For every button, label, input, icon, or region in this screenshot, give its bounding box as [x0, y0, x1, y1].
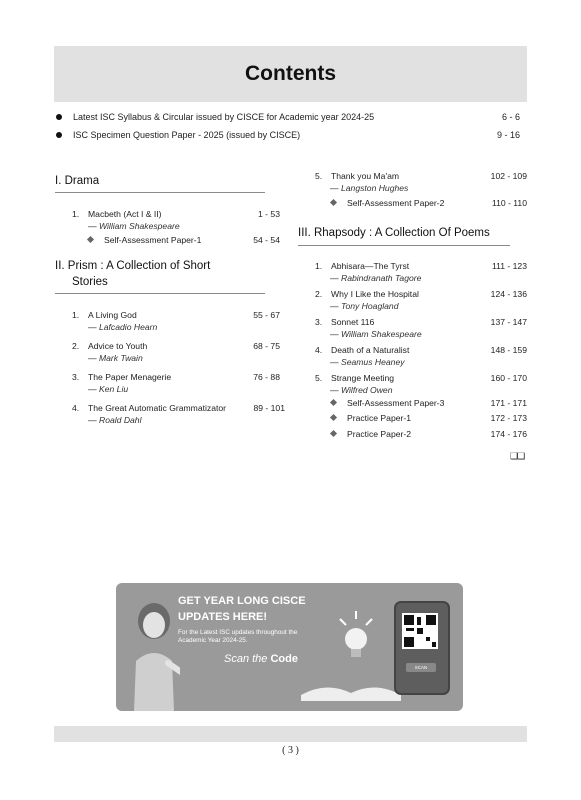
- entry-title: The Paper Menagerie: [88, 372, 172, 382]
- entry-pages: 68 - 75: [253, 341, 280, 351]
- toc-entry-practice-paper-1[interactable]: [315, 413, 527, 425]
- entry-pages: 148 - 159: [490, 345, 527, 355]
- section-heading-rhapsody: III. Rhapsody : A Collection Of Poems: [298, 227, 490, 239]
- entry-pages: 54 - 54: [253, 235, 280, 245]
- toc-entry-self-assessment-2[interactable]: [315, 198, 527, 210]
- entry-pages: 171 - 171: [490, 398, 527, 408]
- phone-qr-illustration: [394, 601, 450, 695]
- toc-entry-self-assessment-1[interactable]: [72, 235, 280, 247]
- diamond-bullet-icon: [330, 414, 337, 421]
- entry-title: Strange Meeting: [331, 373, 395, 383]
- entry-number: 3.: [72, 372, 80, 382]
- diamond-bullet-icon: [330, 399, 337, 406]
- entry-number: 1.: [315, 261, 323, 271]
- entry-pages: 110 - 110: [491, 198, 527, 208]
- toc-entry-grammatizator[interactable]: [72, 403, 285, 415]
- entry-title: A Living God: [88, 310, 137, 320]
- entry-pages: 160 - 170: [490, 373, 527, 383]
- entry-title: Self-Assessment Paper-3: [347, 398, 445, 408]
- entry-title: Self-Assessment Paper-1: [104, 235, 202, 245]
- diamond-bullet-icon: [330, 199, 337, 206]
- entry-number: 1.: [72, 310, 80, 320]
- entry-author: — William Shakespeare: [330, 329, 422, 339]
- entry-author: — Mark Twain: [88, 353, 143, 363]
- entry-number: 3.: [315, 317, 323, 327]
- toc-entry-abhisara[interactable]: [315, 261, 527, 273]
- entry-title: Sonnet 116: [331, 317, 375, 327]
- page-number: ( 3 ): [282, 745, 299, 756]
- banner-headline-line2: UPDATES HERE!: [178, 611, 268, 623]
- bullet-icon: [56, 114, 62, 120]
- entry-pages: 174 - 176: [490, 429, 527, 439]
- section-heading-prism-line2: Stories: [72, 276, 108, 288]
- entry-title: Abhisara—The Tyrst: [331, 261, 410, 271]
- toc-entry-sonnet-116[interactable]: [315, 317, 527, 329]
- qr-code-icon: [402, 613, 438, 649]
- entry-number: 5.: [315, 171, 323, 181]
- toc-entry-strange-meeting[interactable]: [315, 373, 527, 385]
- entry-title: Thank you Ma'am: [331, 171, 400, 181]
- toc-entry-macbeth[interactable]: [72, 209, 280, 221]
- top-item-text: Latest ISC Syllabus & Circular issued by CISCE for Academic year 2024-25: [73, 112, 375, 122]
- entry-author: — Lafcadio Hearn: [88, 322, 158, 332]
- end-mark-icon: ❑❑: [510, 451, 525, 461]
- banner-subtext: For the Latest ISC updates throughout the Academic Year 2024-25.: [178, 629, 298, 644]
- entry-author: — William Shakespeare: [88, 221, 180, 231]
- section-heading-prism: II. Prism : A Collection of Short: [55, 260, 211, 272]
- top-item-pages: 9 - 16: [496, 130, 520, 140]
- entry-number: 1.: [72, 209, 80, 219]
- toc-entry-practice-paper-2[interactable]: [315, 429, 527, 441]
- entry-pages: 1 - 53: [258, 209, 280, 219]
- top-item-pages: 6 - 6: [501, 112, 520, 122]
- entry-pages: 137 - 147: [490, 317, 527, 327]
- entry-number: 5.: [315, 373, 323, 383]
- updates-banner[interactable]: [116, 583, 463, 711]
- scan-prefix: Scan the: [224, 653, 268, 665]
- lightbulb-icon: [338, 611, 374, 671]
- toc-entry-advice-to-youth[interactable]: [72, 341, 280, 353]
- top-item-specimen[interactable]: [56, 129, 526, 145]
- diamond-bullet-icon: [330, 430, 337, 437]
- open-book-icon: [296, 675, 406, 703]
- section-divider: [55, 192, 265, 193]
- diamond-bullet-icon: [87, 236, 94, 243]
- entry-pages: 76 - 88: [253, 372, 280, 382]
- entry-title: Death of a Naturalist: [331, 345, 410, 355]
- bullet-icon: [56, 132, 62, 138]
- page-title: Contents: [245, 62, 336, 85]
- section-divider: [298, 245, 510, 246]
- entry-title: Advice to Youth: [88, 341, 148, 351]
- entry-author: — Rabindranath Tagore: [330, 273, 422, 283]
- entry-pages: 111 - 123: [491, 261, 527, 271]
- entry-pages: 89 - 101: [253, 403, 285, 413]
- entry-title: Practice Paper-2: [347, 429, 412, 439]
- toc-entry-death-of-naturalist[interactable]: [315, 345, 527, 357]
- entry-pages: 55 - 67: [253, 310, 280, 320]
- girl-illustration-icon: [124, 601, 180, 711]
- entry-pages: 172 - 173: [490, 413, 527, 423]
- entry-author: — Wilfred Owen: [330, 385, 393, 395]
- entry-author: — Ken Liu: [88, 384, 129, 394]
- entry-number: 4.: [72, 403, 80, 413]
- entry-author: — Seamus Heaney: [330, 357, 405, 367]
- entry-number: 2.: [72, 341, 80, 351]
- banner-headline: [178, 593, 338, 625]
- entry-author: — Tony Hoagland: [330, 301, 399, 311]
- entry-title: The Great Automatic Grammatizator: [88, 403, 227, 413]
- footer-band: [54, 726, 527, 742]
- entry-number: 4.: [315, 345, 323, 355]
- toc-entry-living-god[interactable]: [72, 310, 280, 322]
- entry-title: Macbeth (Act I & II): [88, 209, 162, 219]
- banner-headline-line1: GET YEAR LONG CISCE: [178, 595, 306, 607]
- phone-scan-button: SCAN: [406, 663, 436, 672]
- entry-author: — Roald Dahl: [88, 415, 142, 425]
- toc-entry-thank-you-maam[interactable]: [315, 171, 527, 183]
- entry-author: — Langston Hughes: [330, 183, 409, 193]
- title-band: [54, 46, 527, 102]
- entry-title: Practice Paper-1: [347, 413, 412, 423]
- scan-the-code-label: [224, 653, 298, 665]
- entry-pages: 124 - 136: [490, 289, 527, 299]
- entry-title: Why I Like the Hospital: [331, 289, 419, 299]
- entry-number: 2.: [315, 289, 323, 299]
- section-heading-drama: I. Drama: [55, 175, 100, 187]
- toc-entry-why-i-like-hospital[interactable]: [315, 289, 527, 301]
- entry-title: Self-Assessment Paper-2: [347, 198, 445, 208]
- top-item-text: ISC Specimen Question Paper - 2025 (issued by CISCE): [73, 130, 301, 140]
- section-divider: [55, 293, 265, 294]
- scan-bold: Code: [270, 653, 298, 665]
- toc-entry-paper-menagerie[interactable]: [72, 372, 280, 384]
- top-item-syllabus[interactable]: [56, 111, 526, 127]
- toc-entry-self-assessment-3[interactable]: [315, 398, 527, 410]
- entry-pages: 102 - 109: [490, 171, 527, 181]
